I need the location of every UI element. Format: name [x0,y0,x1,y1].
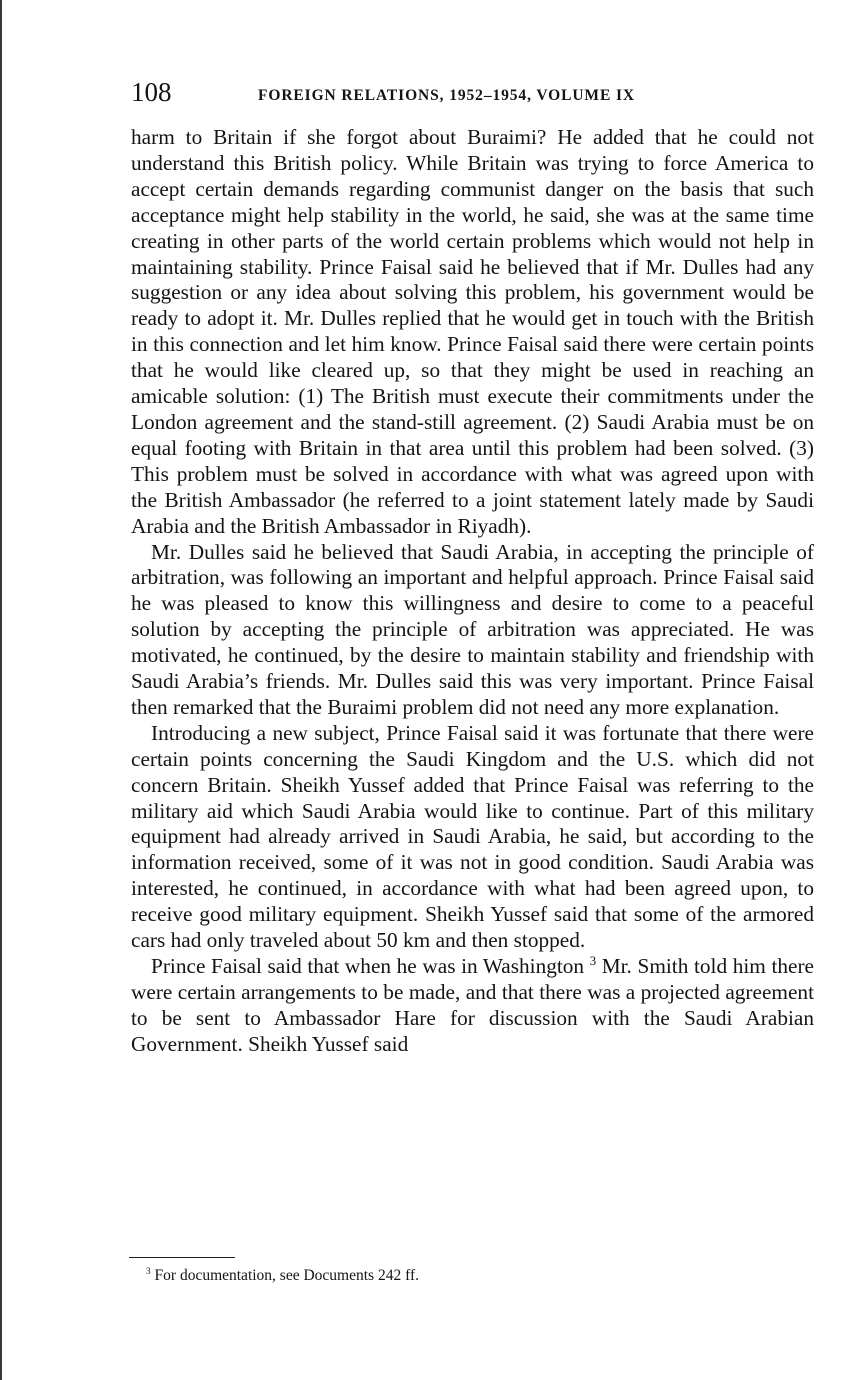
page-header [131,76,814,110]
footnote-text: For documentation, see Documents 242 ff. [154,1267,419,1284]
paragraph-3: Introducing a new subject, Prince Faisal said it was fortunate that there were certain points concerning the Saudi Kingdom and the U.S. which did not concern Britain. Sheikh Yussef added that Prince Faisal was referring to the military aid which Saudi Arabia would like to continue. Part of this military equipment had already arrived in Saudi Arabia, he said, but according to the information received, some of it was not in good condition. Saudi Arabia was interested, he continued, in accordance with what had been agreed upon, to receive good military equipment. Sheikh Yussef said that some of the armored cars had only traveled about 50 km and then stopped. [131,720,814,953]
footnote [146,1266,806,1286]
page-number: 108 [131,77,172,107]
footnote-divider [129,1257,235,1258]
paragraph-4-text-start: Prince Faisal said that when he was in Washington [151,954,585,978]
footnote-marker: 3 [146,1266,151,1277]
body-text [131,125,814,1058]
paragraph-2: Mr. Dulles said he believed that Saudi Arabia, in accepting the principle of arbitration, was following an important and helpful approach. Prince Faisal said he was pleased to know this willingness and desire to come to a peaceful solution by accepting the principle of arbitration was appreciated. He was motivated, he continued, by the desire to maintain stability and friendship with Saudi Arabia’s friends. Mr. Dulles said this was very important. Prince Faisal then remarked that the Buraimi problem did not need any more explanation. [131,539,814,719]
page-edge-line [0,0,2,1380]
paragraph-1: harm to Britain if she forgot about Buraimi? He added that he could not understand this British policy. While Britain was trying to force America to accept certain demands regarding communist danger on the basis that such acceptance might help stability in the world, he said, she was at the same time creating in other parts of the world certain problems which would not help in maintaining stability. Prince Faisal said he believed that if Mr. Dulles had any suggestion or any idea about solving this problem, his government would be ready to adopt it. Mr. Dulles replied that he would get in touch with the British in this connection and let him know. Prince Faisal said there were certain points that he would like cleared up, so that they might be used in reaching an amicable solution: (1) The British must execute their commitments under the London agreement and the stand-still agreement. (2) Saudi Arabia must be on equal footing with Britain in that area until this problem had been solved. (3) This problem must be solved in accordance with what was agreed upon with the British Ambassador (he referred to a joint statement lately made by Saudi Arabia and the British Ambassador in Riyadh). [131,125,814,538]
running-head: FOREIGN RELATIONS, 1952–1954, VOLUME IX [258,87,635,104]
paragraph-4 [131,954,814,1058]
paragraph-4-text-end: Mr. Smith told him there were certain arrangements to be made, and that there was a projected agreement to be sent to Ambassador Hare for discussion with the Saudi Arabian Government. Sheikh Yussef said [131,954,815,1056]
footnote-reference: 3 [589,953,597,968]
